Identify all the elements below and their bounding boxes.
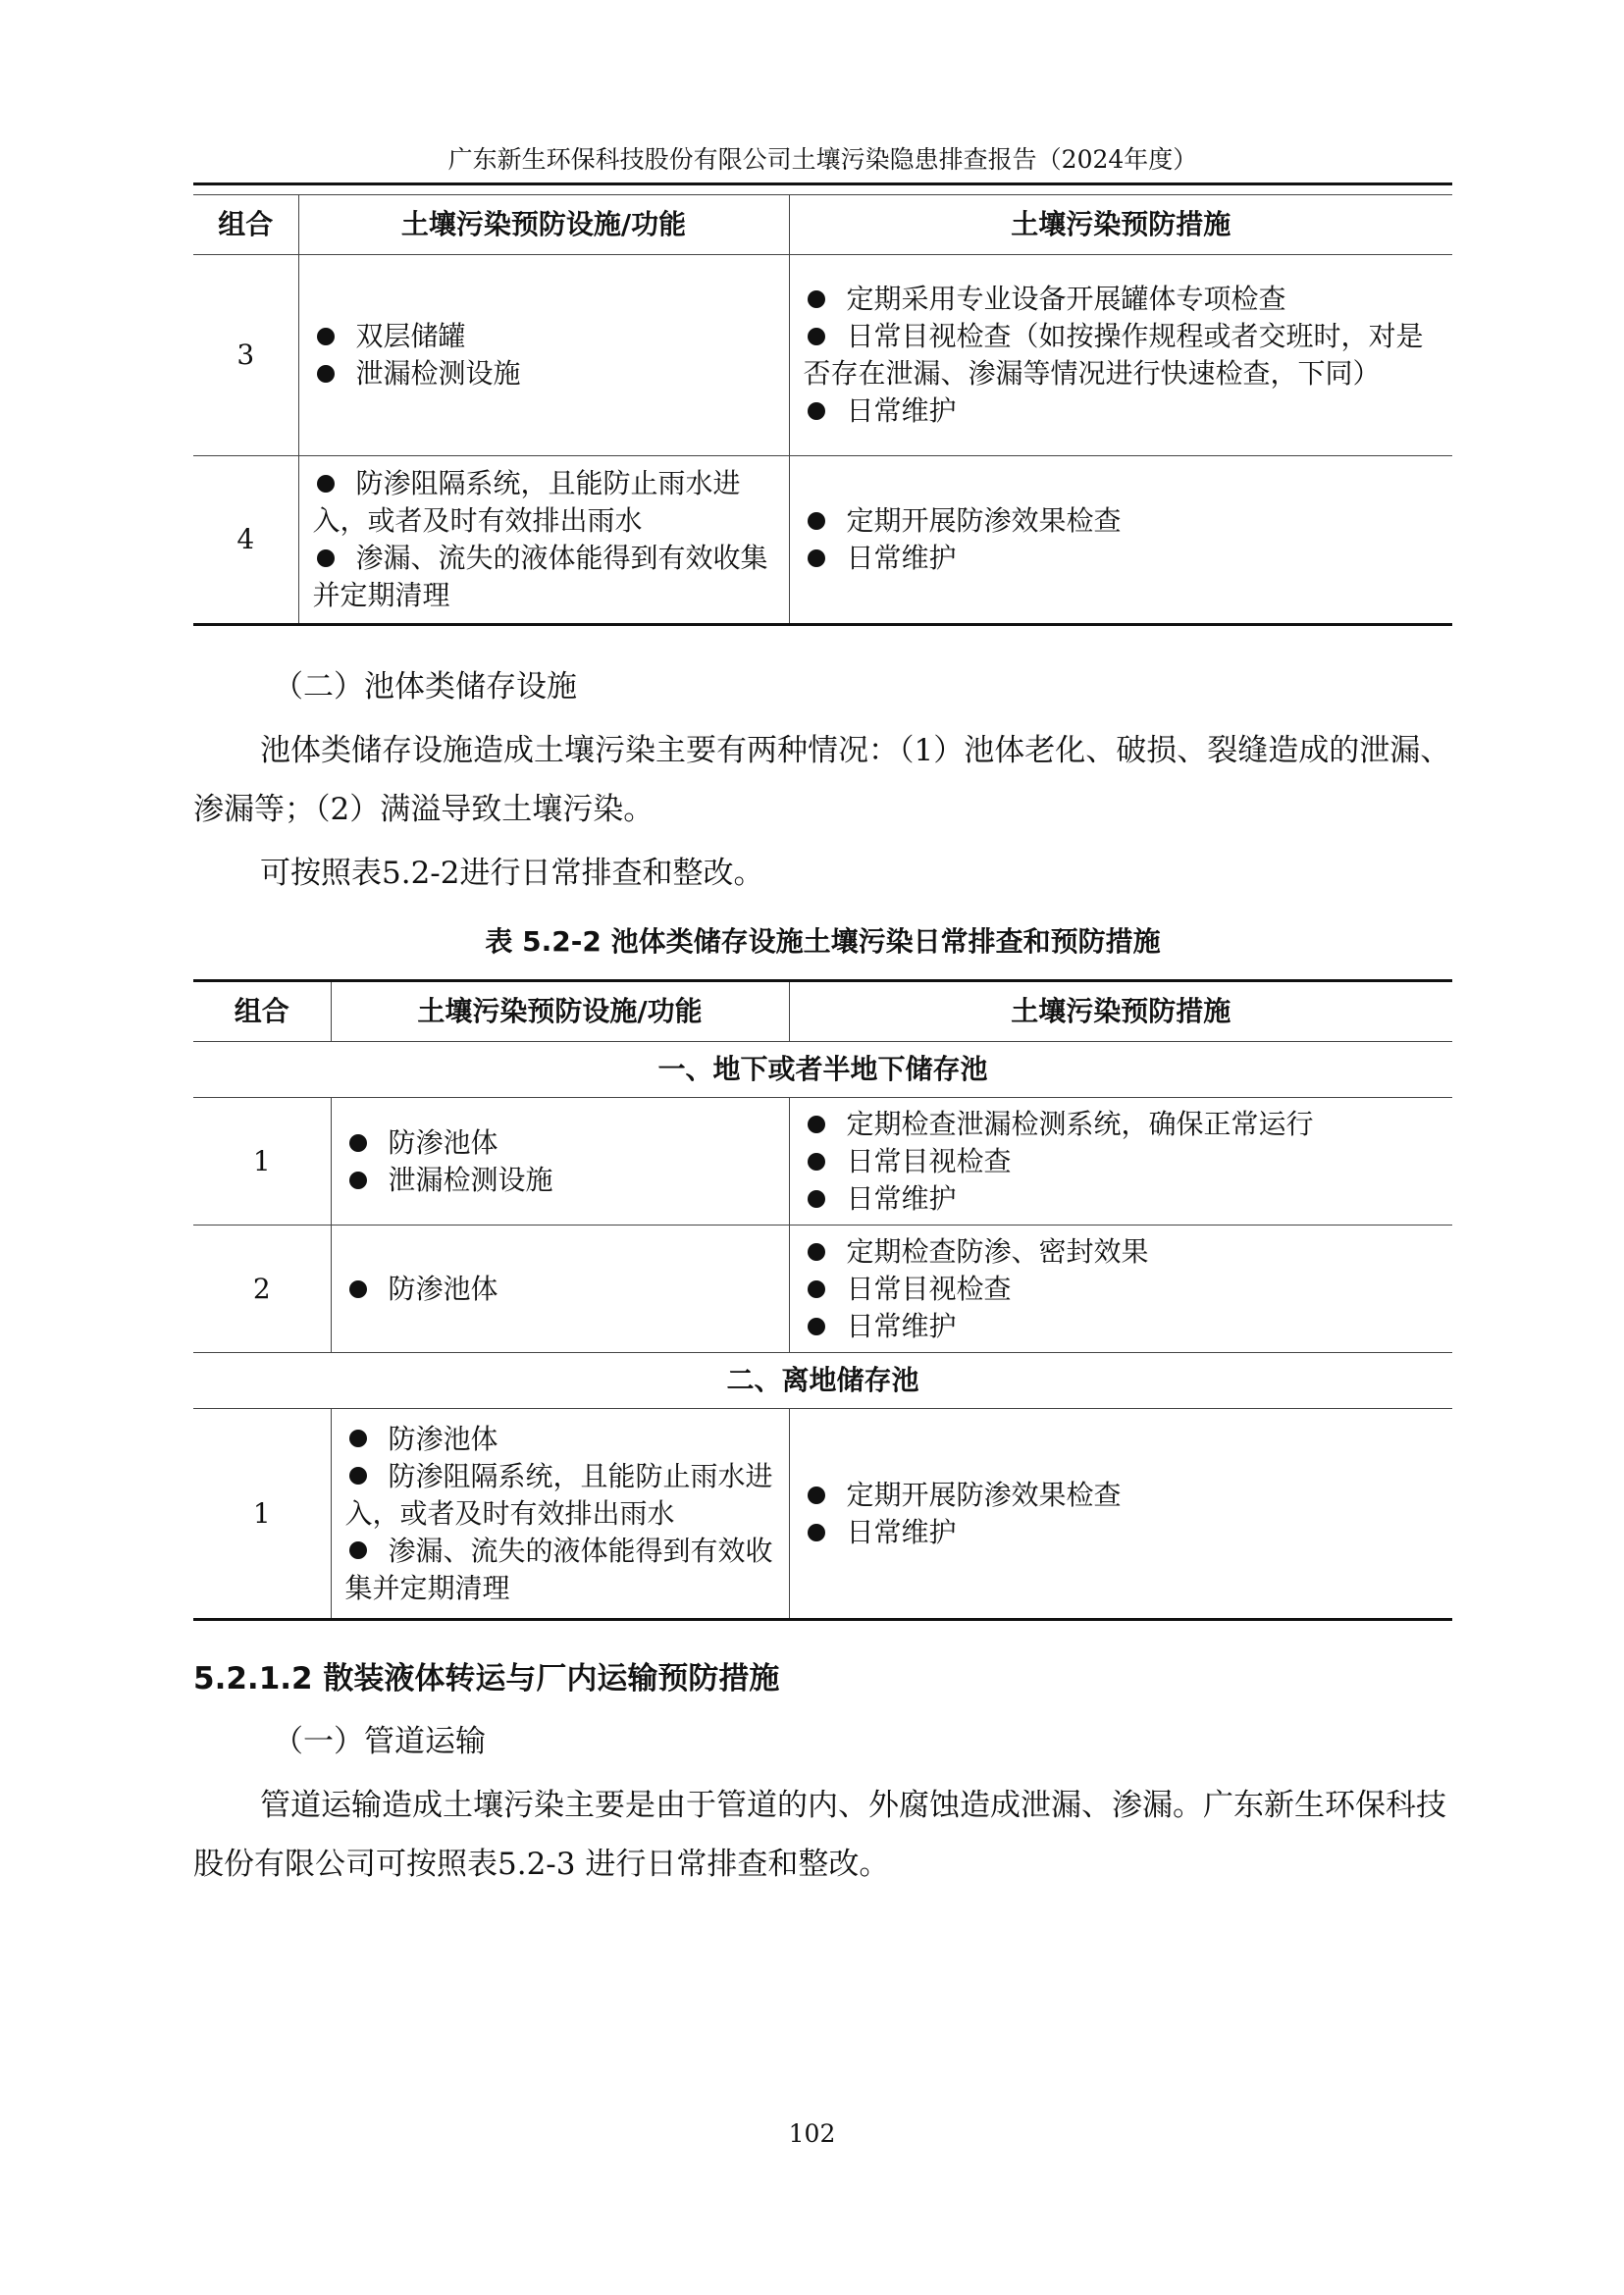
measures-cell bbox=[789, 255, 1452, 456]
group-number: 4 bbox=[193, 456, 298, 625]
list-item: 渗漏、流失的液体能得到有效收集并定期清理 bbox=[312, 542, 768, 611]
list-item: 防渗阻隔系统，且能防止雨水进入，或者及时有效排出雨水 bbox=[344, 1459, 773, 1530]
facilities-cell bbox=[298, 456, 789, 625]
header-measures: 土壤污染预防措施 bbox=[789, 195, 1452, 255]
bullet-icon bbox=[349, 1134, 367, 1152]
section-label: 一、地下或者半地下储存池 bbox=[193, 1042, 1452, 1098]
table-continued bbox=[193, 194, 1452, 626]
table-row bbox=[193, 1098, 1452, 1226]
bullet-icon bbox=[317, 328, 335, 345]
list-item: 定期采用专业设备开展罐体专项检查 bbox=[804, 281, 1440, 318]
table-row bbox=[193, 1226, 1452, 1353]
section-heading: （二）池体类储存设施 bbox=[273, 669, 577, 704]
bullet-icon bbox=[808, 1116, 825, 1133]
measures-cell bbox=[789, 1098, 1452, 1226]
list-item: 定期检查泄漏检测系统，确保正常运行 bbox=[804, 1106, 1440, 1143]
measures-cell bbox=[789, 1226, 1452, 1353]
table-row bbox=[193, 1409, 1452, 1620]
bullet-icon bbox=[808, 1487, 825, 1504]
table-header-row bbox=[193, 981, 1452, 1042]
list-item: 日常维护 bbox=[804, 1514, 1440, 1551]
list-item: 日常目视检查 bbox=[804, 1271, 1440, 1308]
section-label: 二、离地储存池 bbox=[193, 1353, 1452, 1409]
list-item: 日常维护 bbox=[804, 540, 1440, 577]
list-item: 日常维护 bbox=[804, 1308, 1440, 1345]
header-rule bbox=[193, 183, 1452, 185]
list-item: 定期检查防渗、密封效果 bbox=[804, 1233, 1440, 1271]
bullet-icon bbox=[808, 1190, 825, 1208]
list-item: 日常目视检查 bbox=[804, 1143, 1440, 1180]
measures-cell bbox=[789, 456, 1452, 625]
list-item: 渗漏、流失的液体能得到有效收集并定期清理 bbox=[344, 1534, 773, 1604]
header-group: 组合 bbox=[193, 195, 298, 255]
bullet-icon bbox=[349, 1430, 367, 1447]
bullet-icon bbox=[349, 1280, 367, 1298]
paragraph: 可按照表5.2-2进行日常排查和整改。 bbox=[260, 856, 764, 891]
table-header-row bbox=[193, 195, 1452, 255]
bullet-icon bbox=[349, 1541, 367, 1559]
list-item: 防渗阻隔系统，且能防止雨水进入，或者及时有效排出雨水 bbox=[312, 467, 741, 537]
list-item: 防渗池体 bbox=[345, 1271, 775, 1308]
header-facilities: 土壤污染预防设施/功能 bbox=[331, 981, 789, 1042]
table-row bbox=[193, 456, 1452, 625]
list-item: 定期开展防渗效果检查 bbox=[804, 502, 1440, 540]
section-heading: （一）管道运输 bbox=[273, 1724, 486, 1759]
bullet-icon bbox=[808, 328, 825, 345]
header-measures: 土壤污染预防措施 bbox=[789, 981, 1452, 1042]
bullet-icon bbox=[808, 1153, 825, 1171]
header-group: 组合 bbox=[193, 981, 331, 1042]
list-item: 泄漏检测设施 bbox=[345, 1162, 775, 1199]
bullet-icon bbox=[317, 365, 335, 383]
bullet-icon bbox=[317, 549, 335, 567]
paragraph: 池体类储存设施造成土壤污染主要有两种情况：（1）池体老化、破损、裂缝造成的泄漏、渗漏等；（2）满溢导致土壤污染。 bbox=[193, 733, 1451, 827]
bullet-icon bbox=[808, 1243, 825, 1261]
group-number: 1 bbox=[193, 1098, 331, 1226]
list-item: 日常维护 bbox=[804, 392, 1440, 430]
table-section-row bbox=[193, 1042, 1452, 1098]
facilities-cell bbox=[331, 1098, 789, 1226]
table-row bbox=[193, 255, 1452, 456]
facilities-cell bbox=[331, 1226, 789, 1353]
paragraph: 管道运输造成土壤污染主要是由于管道的内、外腐蚀造成泄漏、渗漏。广东新生环保科技股份有限公司可按照表5.2-3 进行日常排查和整改。 bbox=[193, 1788, 1446, 1882]
table-section-row bbox=[193, 1353, 1452, 1409]
bullet-icon bbox=[349, 1467, 367, 1485]
table-caption: 表 5.2-2 池体类储存设施土壤污染日常排查和预防措施 bbox=[485, 925, 1161, 958]
bullet-icon bbox=[808, 1318, 825, 1335]
table-5-2-2 bbox=[193, 979, 1452, 1621]
group-number: 1 bbox=[193, 1409, 331, 1620]
group-number: 2 bbox=[193, 1226, 331, 1353]
bullet-icon bbox=[349, 1172, 367, 1189]
bullet-icon bbox=[317, 475, 335, 493]
bullet-icon bbox=[808, 512, 825, 530]
list-item: 防渗池体 bbox=[345, 1124, 775, 1162]
list-item: 日常目视检查（如按操作规程或者交班时，对是否存在泄漏、渗漏等情况进行快速检查，下同） bbox=[803, 320, 1424, 390]
bullet-icon bbox=[808, 1280, 825, 1298]
list-item: 双层储罐 bbox=[313, 318, 775, 355]
bullet-icon bbox=[808, 290, 825, 308]
bullet-icon bbox=[808, 549, 825, 567]
bullet-icon bbox=[808, 402, 825, 420]
facilities-cell bbox=[298, 255, 789, 456]
page-number: 102 bbox=[788, 2119, 836, 2148]
subsection-heading: 5.2.1.2 散装液体转运与厂内运输预防措施 bbox=[193, 1661, 780, 1696]
bullet-icon bbox=[808, 1524, 825, 1541]
page-header: 广东新生环保科技股份有限公司土壤污染隐患排查报告（2024年度） bbox=[447, 145, 1198, 174]
list-item: 防渗池体 bbox=[345, 1421, 775, 1458]
list-item: 日常维护 bbox=[804, 1180, 1440, 1218]
list-item: 泄漏检测设施 bbox=[313, 355, 775, 392]
group-number: 3 bbox=[193, 255, 298, 456]
header-facilities: 土壤污染预防设施/功能 bbox=[298, 195, 789, 255]
measures-cell bbox=[789, 1409, 1452, 1620]
list-item: 定期开展防渗效果检查 bbox=[804, 1477, 1440, 1514]
facilities-cell bbox=[331, 1409, 789, 1620]
